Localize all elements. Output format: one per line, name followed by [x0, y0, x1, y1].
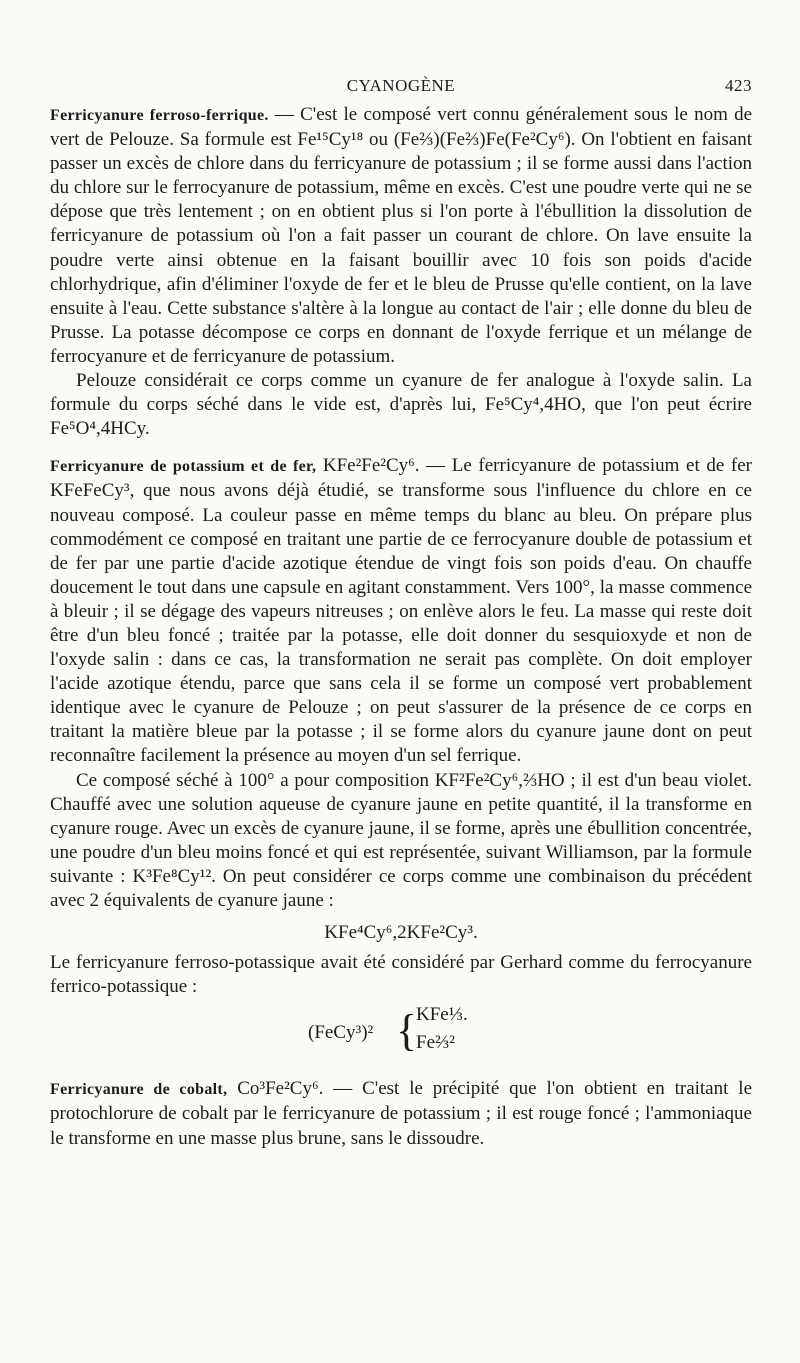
paragraph-text: — C'est le composé vert connu généralement sous le nom de vert de Pelouze. Sa formule est Fe¹⁵Cy¹⁸ ou (Fe⅔)(Fe⅔)Fe(Fe²Cy⁶). On l'obtient en faisant passer un excès de chlore dans du ferricyanure de potassium ; il se forme aussi dans l'action du chlore sur le ferrocyanure de potassium, même en excès. C'est une poudre verte qui ne se dépose que très lentement ; on en obtient plus si l'on porte à l'ébullition la dissolution de ferricyanure de potassium où l'on a fait passer un courant de chlore. On lave ensuite la poudre verte ainsi obtenue en la faisant bouillir avec 10 fois son poids d'acide chlorhydrique, afin d'éliminer l'oxyde de fer et le bleu de Prusse qu'elle contient, on la lave ensuite à l'eau. Cette substance s'altère à la longue au contact de l'air ; elle donne du bleu de Prusse. La potasse décompose ce corps en donnant de l'oxyde ferrique et un mélange de ferrocyanure et de ferricyanure de potassium.	[50, 104, 753, 367]
paragraph-pelouze: Pelouze considérait ce corps comme un cyanure de fer analogue à l'oxyde salin. La formule du corps séché dans le vide est, d'après lui, Fe⁵Cy⁴,4HO, que l'on peut écrire Fe⁵O⁴,4HCy.	[50, 370, 752, 440]
formula-brace: {	[396, 1006, 418, 1056]
paragraph-gerhard: Le ferricyanure ferroso-potassique avait été considéré par Gerhard comme du ferrocyanure ferrico-potassique :	[50, 952, 752, 998]
section-heading: Ferricyanure ferroso-ferrique.	[50, 107, 269, 124]
paragraph-cobalt	[50, 1077, 752, 1150]
running-head-title: CYANOGÈNE	[346, 76, 456, 95]
body-text	[50, 103, 752, 1151]
paragraph-text: Co³Fe²Cy⁶. — C'est le précipité que l'on obtient en traitant le protochlorure de cobalt par le ferricyanure de potassium ; il est rouge foncé ; l'ammoniaque le transforme en une masse plus brune, sans le dissoudre.	[50, 1078, 752, 1149]
paragraph-ferroso-ferrique	[50, 103, 752, 369]
paragraph-potassium-fer	[50, 454, 752, 768]
section-heading: Ferricyanure de cobalt,	[50, 1081, 228, 1099]
formula-williamson: KFe⁴Cy⁶,2KFe²Cy³.	[324, 922, 478, 944]
paragraph-compose-seche: Ce composé séché à 100° a pour composition KF²Fe²Cy⁶,⅔HO ; il est d'un beau violet. Chauffé avec une solution aqueuse de cyanure jaune en petite quantité, il la transforme en cyanure rouge. Avec un excès de cyanure jaune, il se forme, après une ébullition concentrée, une poudre d'un bleu moins foncé et qui est représentée, suivant Williamson, par la formule suivante : K³Fe⁸Cy¹². On peut considérer ce corps comme une combinaison du précédent avec 2 équivalents de cyanure jaune :	[50, 769, 752, 911]
paragraph-text: KFe²Fe²Cy⁶. — Le ferricyanure de potassium et de fer KFeFeCy³, que nous avons déjà étudié, se transforme sous l'influence du chlore en ce nouveau composé. La couleur passe en même temps du blanc au bleu. On prépare plus commodément ce composé en traitant une partie de ce ferrocyanure double de potassium et de fer par une partie d'acide azotique étendue de vingt fois son poids d'eau. On chauffe doucement le tout dans une capsule en agitant constamment. Vers 100°, la masse commence à bleuir ; il se dégage des vapeurs nitreuses ; on enlève alors le feu. La masse qui reste doit être d'un bleu foncé ; traitée par la potasse, elle doit donner du sesquioxyde et non de l'oxyde salin : dans ce cas, la transformation ne serait pas complète. On doit employer l'acide azotique étendu, parce que sans cela il se forme un composé vert probablement identique avec le cyanure de Pelouze ; on peut s'assurer de la présence de ce corps en traitant la matière bleue par la potasse ; il se forme alors du cyanure jaune dont on peut reconnaître facilement la présence au moyen d'un sel ferrique.	[50, 455, 752, 767]
formula-gerhard	[50, 1003, 752, 1069]
formula-left: (FeCy³)²	[308, 1022, 374, 1044]
formula-bottom: Fe⅔²	[416, 1032, 455, 1054]
formula-top: KFe⅓.	[416, 1004, 468, 1026]
section-heading: Ferricyanure de potassium et de fer,	[50, 458, 317, 476]
running-head	[50, 76, 752, 100]
page-number: 423	[725, 76, 752, 95]
